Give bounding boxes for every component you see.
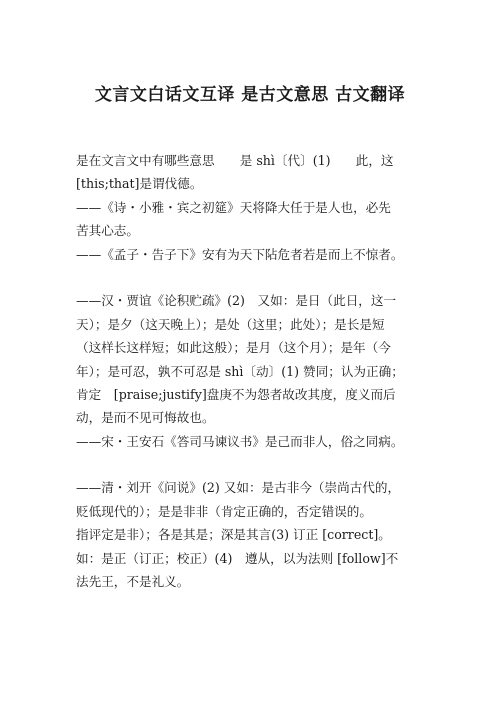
text-line: 如：是正（订正；校正）(4) 遵从，以为法则 [follow]不	[76, 550, 399, 566]
document-body	[76, 149, 430, 593]
text-line: 指评定是非）；各是其是；深是其言(3) 订正 [correct]。	[76, 527, 391, 543]
document-title: 文言文白话文互译 是古文意思 古文翻译	[94, 85, 406, 105]
text-line: ——清・刘开《问说》(2) 又如：是古非今（崇尚古代的，	[76, 480, 401, 496]
text-line: 肯定 [praise;justify]盘庚不为怨者故改其度，度义而后	[76, 386, 396, 402]
text-line: 法先王，不是礼义。	[76, 574, 190, 590]
text-line: [this;that]是谓伐德。	[76, 176, 203, 192]
text-line: 是在文言文中有哪些意思 是 shì〔代〕(1) 此，这	[76, 153, 394, 168]
text-line: ——汉・贾谊《论积贮疏》(2) 又如：是日（此日，这一	[76, 293, 397, 309]
text-line: 天）；是夕（这天晚上）；是处（这里；此处）；是长是短	[76, 316, 385, 332]
text-line: 动，是而不见可悔故也。	[76, 410, 215, 426]
paragraph-gap	[76, 453, 430, 476]
text-line: （这样长这样短；如此这般）；是月（这个月）；是年（今	[76, 340, 391, 356]
text-line: ——《诗・小雅・宾之初筵》天将降大任于是人也，必先	[76, 199, 391, 215]
text-line: 苦其心志。	[76, 223, 139, 239]
paragraph-gap	[76, 266, 430, 289]
text-line: 贬低现代的）；是是非非（肯定正确的，否定错误的。	[76, 503, 372, 519]
text-line: ——《孟子・告子下》安有为天下阽危者若是而上不惊者。	[76, 246, 404, 262]
text-line: ——宋・王安石《答司马谏议书》是己而非人，俗之同病。	[76, 433, 404, 449]
text-line: 年）；是可忍，孰不可忍是 shì〔动〕(1) 赞同；认为正确；	[76, 363, 404, 379]
